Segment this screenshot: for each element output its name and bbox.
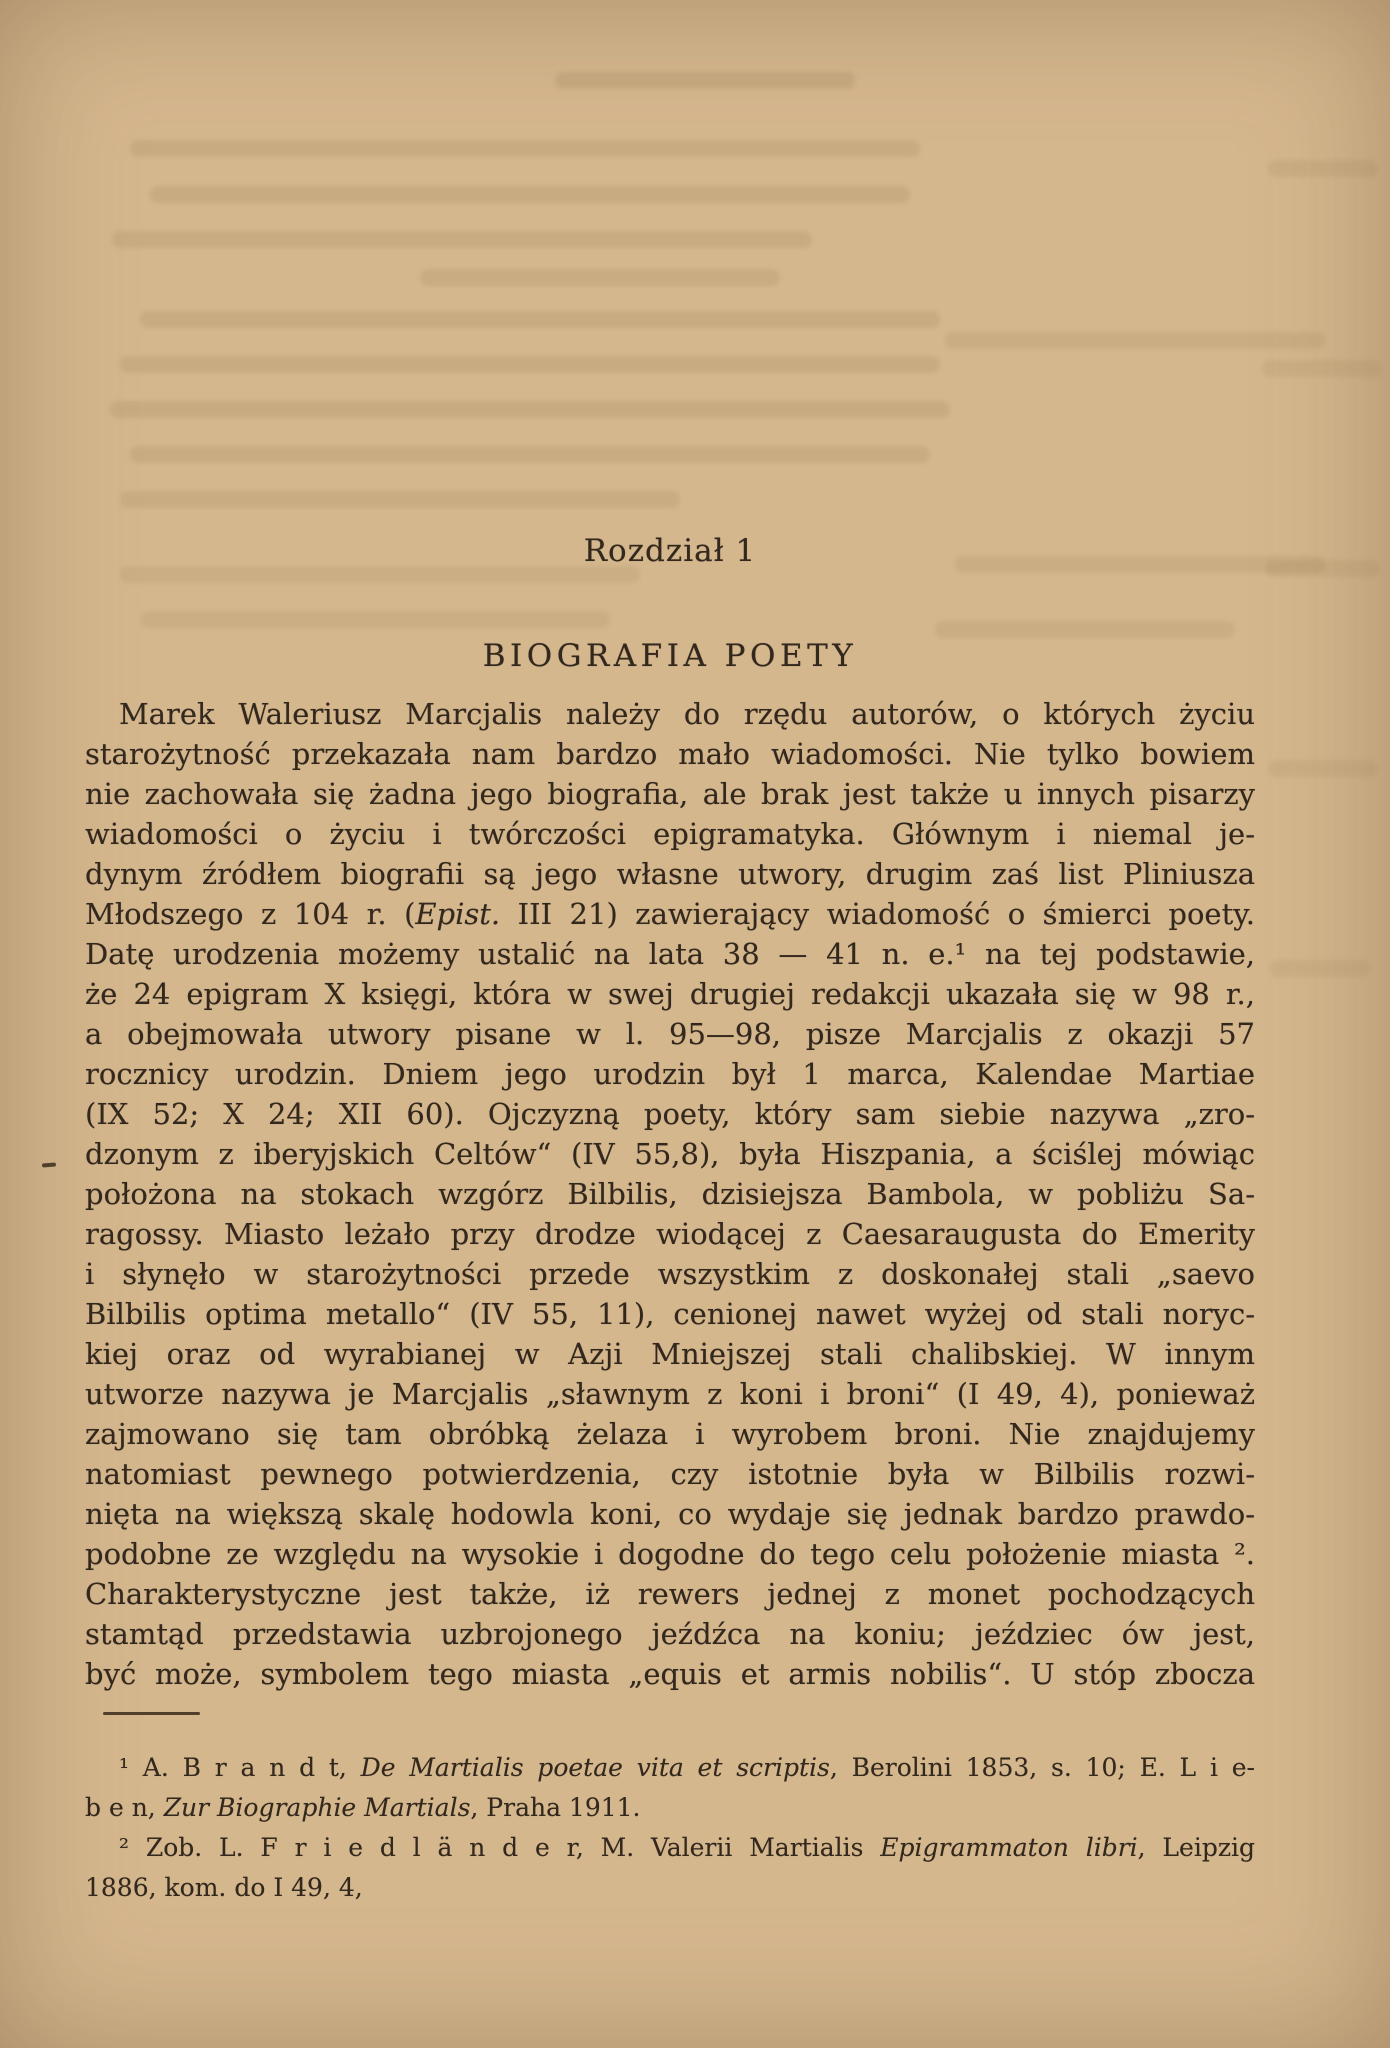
show-through-line bbox=[130, 140, 920, 157]
body-line: dynym źródłem biografii są jego własne utwory, drugim zaś list Pliniusza bbox=[85, 857, 1255, 891]
show-through-line bbox=[150, 186, 910, 203]
body-line: podobne ze względu na wysokie i dogodne do tego celu położenie miasta ². bbox=[85, 1537, 1255, 1571]
body-line: być może, symbolem tego miasta „equis et armis nobilis“. U stóp zbocza bbox=[85, 1657, 1255, 1691]
body-line: wiadomości o życiu i twórczości epigramatyka. Głównym i niemal je- bbox=[85, 817, 1255, 851]
body-text bbox=[85, 694, 1255, 1694]
footnote-separator bbox=[103, 1712, 200, 1715]
show-through-line bbox=[1262, 360, 1382, 377]
show-through-line bbox=[555, 72, 855, 89]
body-line: Datę urodzenia możemy ustalić na lata 38 — 41 n. e.¹ na tej podstawie, bbox=[85, 937, 1255, 971]
body-line: Marek Waleriusz Marcjalis należy do rzędu autorów, o których życiu bbox=[119, 697, 1255, 731]
body-line: natomiast pewnego potwierdzenia, czy istotnie była w Bilbilis rozwi- bbox=[85, 1457, 1255, 1491]
body-line: zajmowano się tam obróbką żelaza i wyrobem broni. Nie znajdujemy bbox=[85, 1417, 1255, 1451]
body-line: ragossy. Miasto leżało przy drodze wiodącej z Caesaraugusta do Emerity bbox=[85, 1217, 1255, 1251]
show-through-line bbox=[120, 356, 940, 373]
show-through-line bbox=[140, 611, 610, 628]
show-through-line bbox=[1268, 760, 1378, 777]
body-line: (IX 52; X 24; XII 60). Ojczyzną poety, który sam siebie nazywa „zro- bbox=[85, 1097, 1255, 1131]
show-through-line bbox=[420, 269, 780, 286]
show-through-line bbox=[120, 491, 680, 508]
body-line: położona na stokach wzgórz Bilbilis, dzisiejsza Bambola, w pobliżu Sa- bbox=[85, 1177, 1255, 1211]
body-line: starożytność przekazała nam bardzo mało wiadomości. Nie tylko bowiem bbox=[85, 737, 1255, 771]
body-line: nie zachowała się żadna jego biografia, ale brak jest także u innych pisarzy bbox=[85, 777, 1255, 811]
show-through-line bbox=[1268, 160, 1378, 177]
body-line: i słynęło w starożytności przede wszystkim z doskonałej stali „saevo bbox=[85, 1257, 1255, 1291]
body-line: stamtąd przedstawia uzbrojonego jeźdźca na koniu; jeździec ów jest, bbox=[85, 1617, 1255, 1651]
footnote-line: ¹ A. B r a n d t, De Martialis poetae vita et scriptis, Berolini 1853, s. 10; E. L i e- bbox=[119, 1753, 1255, 1782]
show-through-line bbox=[112, 231, 812, 248]
margin-mark bbox=[42, 1163, 56, 1168]
body-line: Młodszego z 104 r. (Epist. III 21) zawierający wiadomość o śmierci poety. bbox=[85, 897, 1255, 931]
footnote-line: 1886, kom. do I 49, 4, bbox=[85, 1873, 363, 1902]
show-through-line bbox=[1270, 960, 1370, 977]
show-through-line bbox=[945, 332, 1325, 349]
body-line: dzonym z iberyjskich Celtów“ (IV 55,8), była Hiszpania, a ściślej mówiąc bbox=[85, 1137, 1255, 1171]
body-line: a obejmowała utwory pisane w l. 95—98, pisze Marcjalis z okazji 57 bbox=[85, 1017, 1255, 1051]
body-line: Bilbilis optima metallo“ (IV 55, 11), cenionej nawet wyżej od stali noryc- bbox=[85, 1297, 1255, 1331]
show-through-line bbox=[1265, 560, 1380, 577]
show-through-line bbox=[140, 311, 940, 328]
footnote-line: ² Zob. L. F r i e d l ä n d e r, M. Valerii Martialis Epigrammaton libri, Leipzig bbox=[119, 1833, 1255, 1862]
chapter-heading: Rozdział 1 bbox=[583, 533, 757, 569]
body-line: nięta na większą skalę hodowla koni, co wydaje się jednak bardzo prawdo- bbox=[85, 1497, 1255, 1531]
body-line: że 24 epigram X księgi, która w swej drugiej redakcji ukazała się w 98 r., bbox=[85, 977, 1255, 1011]
show-through-line bbox=[110, 401, 950, 418]
body-line: kiej oraz od wyrabianej w Azji Mniejszej stali chalibskiej. W innym bbox=[85, 1337, 1255, 1371]
body-line: rocznicy urodzin. Dniem jego urodzin był 1 marca, Kalendae Martiae bbox=[85, 1057, 1255, 1091]
footnotes bbox=[85, 1748, 1255, 1908]
body-line: Charakterystyczne jest także, iż rewers jednej z monet pochodzących bbox=[85, 1577, 1255, 1611]
show-through-line bbox=[130, 446, 930, 463]
footnote-line: b e n, Zur Biographie Martials, Praha 1911. bbox=[85, 1793, 641, 1822]
body-line: utworze nazywa je Marcjalis „sławnym z koni i broni“ (I 49, 4), ponieważ bbox=[85, 1377, 1255, 1411]
show-through-line bbox=[935, 621, 1235, 638]
section-title: BIOGRAFIA POETY bbox=[482, 638, 858, 674]
